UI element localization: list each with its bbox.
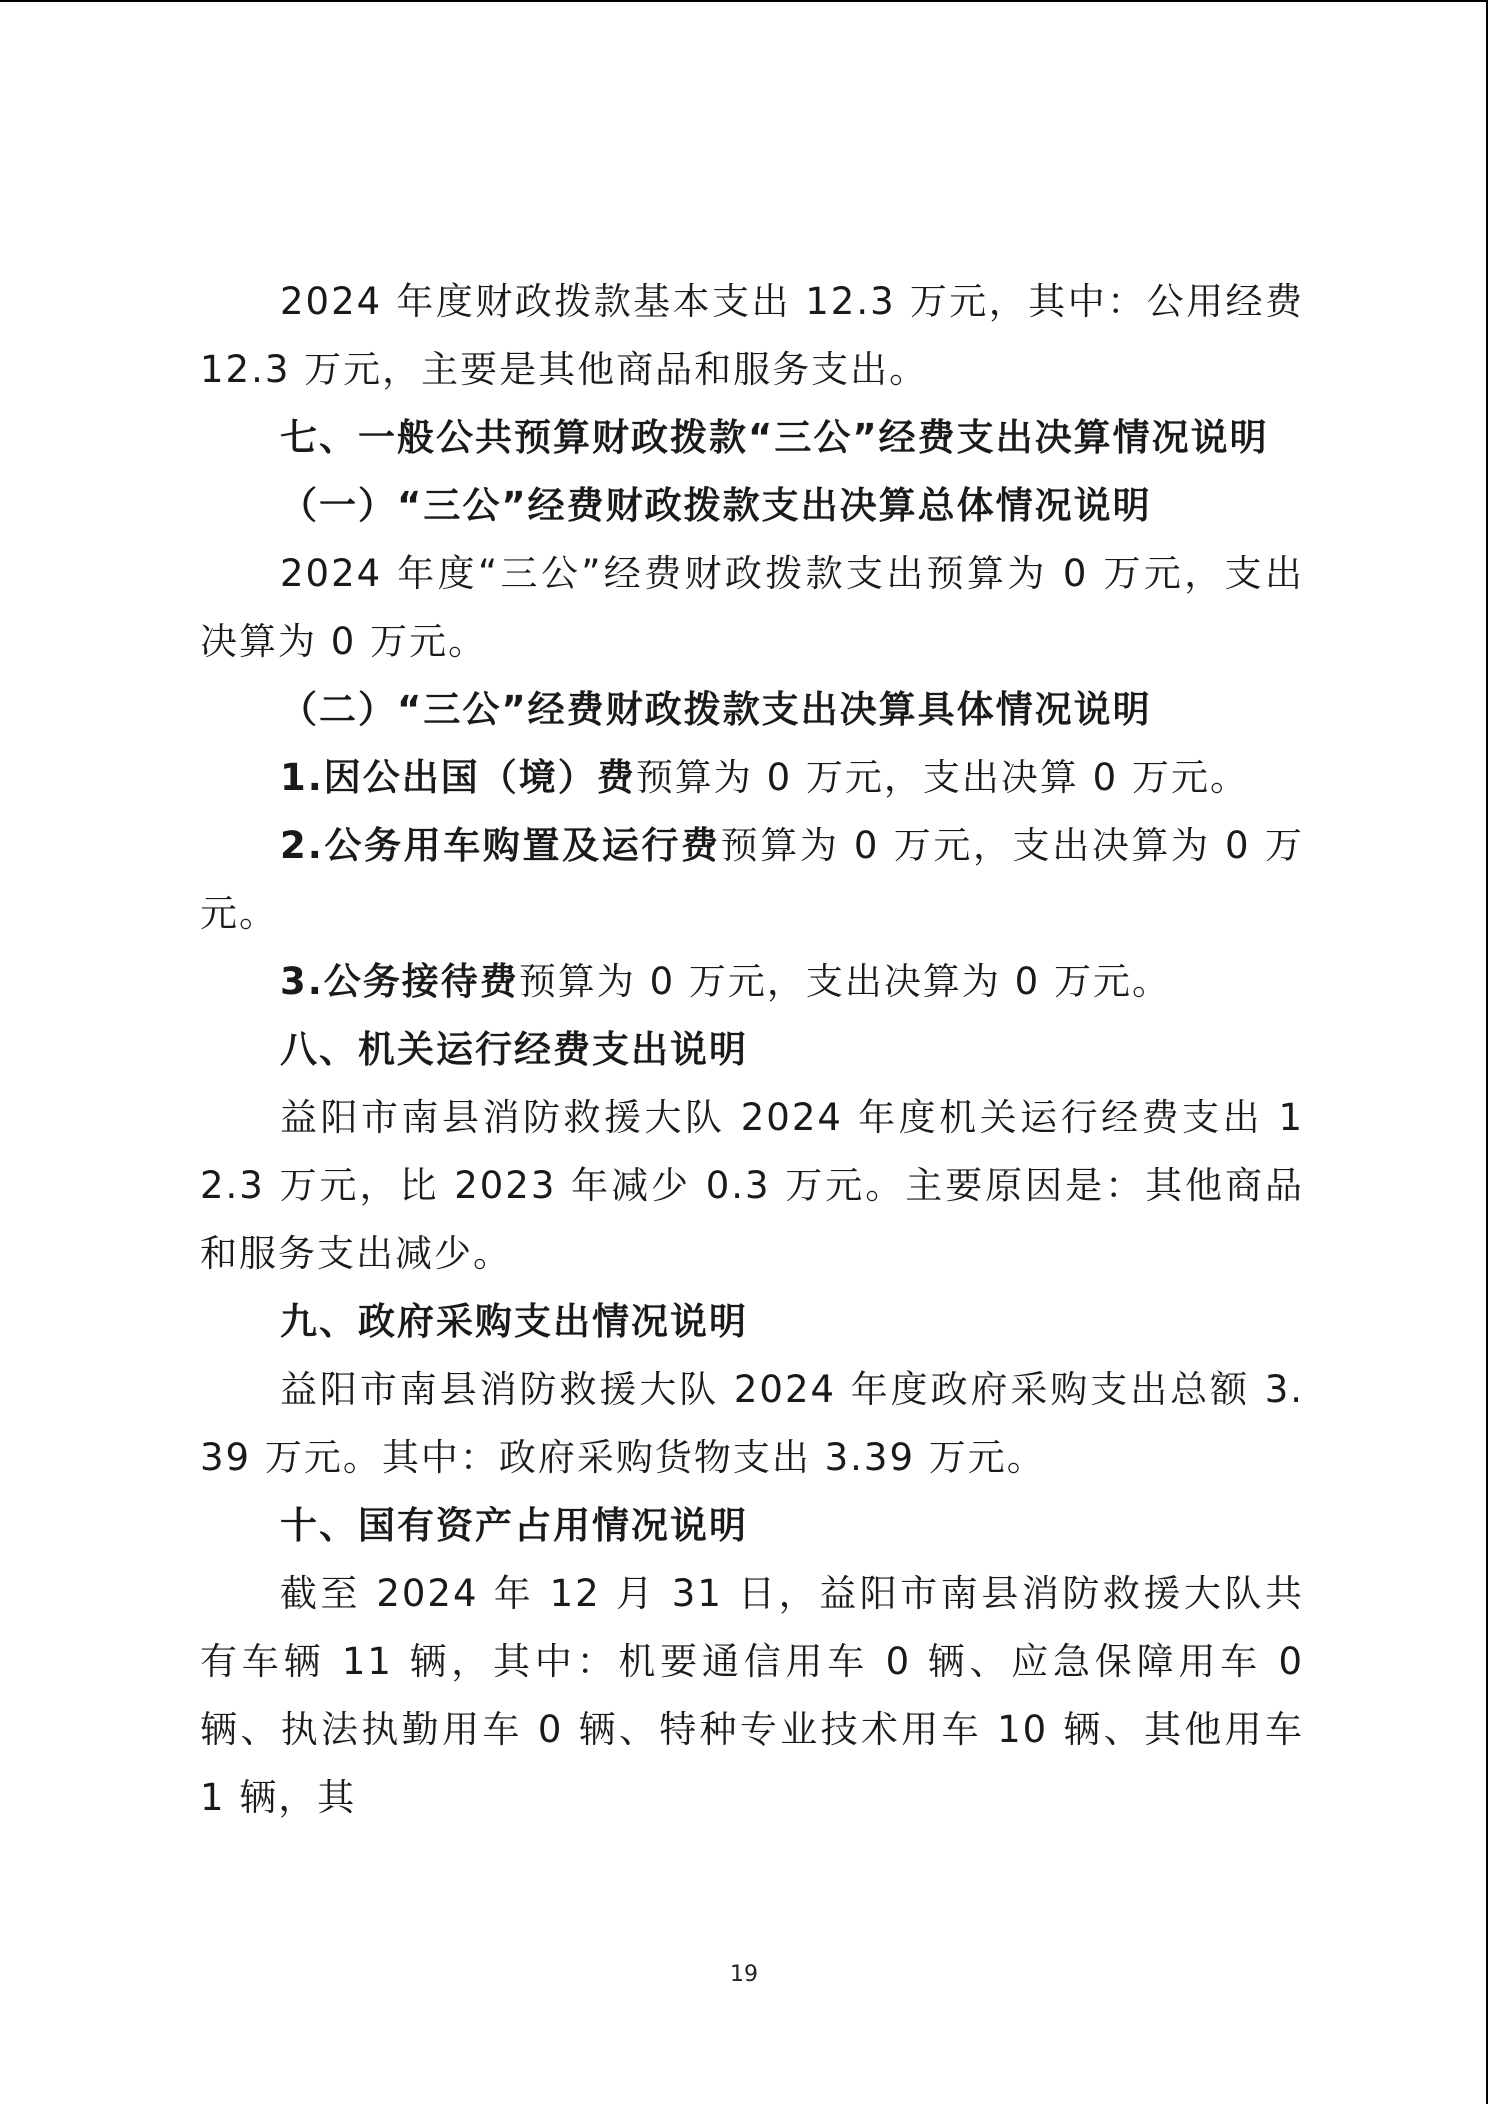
paragraph-three-public-overall: 2024 年度“三公”经费财政拨款支出预算为 0 万元，支出决算为 0 万元。	[200, 552, 1304, 663]
paragraph-state-assets: 截至 2024 年 12 月 31 日，益阳市南县消防救援大队共有车辆 11 辆，其中：机要通信用车 0 辆、应急保障用车 0 辆、执法执勤用车 0 辆、特种专业技术用车 10 辆、其他用车 1 辆，其	[200, 1572, 1304, 1819]
item-overseas-travel-text: 预算为 0 万元，支出决算 0 万元。	[635, 756, 1249, 799]
item-official-reception-text: 预算为 0 万元，支出决算为 0 万元。	[518, 960, 1171, 1003]
heading-section-7: 七、一般公共预算财政拨款“三公”经费支出决算情况说明	[280, 416, 1269, 459]
page-top-border	[0, 0, 1488, 2]
heading-section-10: 十、国有资产占用情况说明	[280, 1504, 748, 1547]
page-number: 19	[730, 1962, 758, 1987]
item-official-vehicles	[200, 812, 1304, 948]
heading-section-9: 九、政府采购支出情况说明	[280, 1300, 748, 1343]
heading-section-7-1: （一）“三公”经费财政拨款支出决算总体情况说明	[280, 484, 1152, 527]
paragraph-basic-expenditure: 2024 年度财政拨款基本支出 12.3 万元，其中：公用经费 12.3 万元，主要是其他商品和服务支出。	[200, 280, 1304, 391]
item-official-reception	[200, 948, 1304, 1016]
item-overseas-travel	[200, 744, 1304, 812]
item-official-reception-label: 3.公务接待费	[280, 960, 519, 1003]
document-body	[200, 268, 1304, 1832]
item-official-vehicles-label: 2.公务用车购置及运行费	[280, 824, 721, 867]
paragraph-operating-expenditure: 益阳市南县消防救援大队 2024 年度机关运行经费支出 12.3 万元，比 2023 年减少 0.3 万元。主要原因是：其他商品和服务支出减少。	[200, 1096, 1304, 1275]
heading-section-8: 八、机关运行经费支出说明	[280, 1028, 748, 1071]
item-official-vehicles-text: 预算为 0 万元，支出决算为 0 万元。	[200, 824, 1304, 935]
paragraph-procurement: 益阳市南县消防救援大队 2024 年度政府采购支出总额 3.39 万元。其中：政府采购货物支出 3.39 万元。	[200, 1368, 1304, 1479]
heading-section-7-2: （二）“三公”经费财政拨款支出决算具体情况说明	[280, 688, 1152, 731]
item-overseas-travel-label: 1.因公出国（境）费	[280, 756, 636, 799]
